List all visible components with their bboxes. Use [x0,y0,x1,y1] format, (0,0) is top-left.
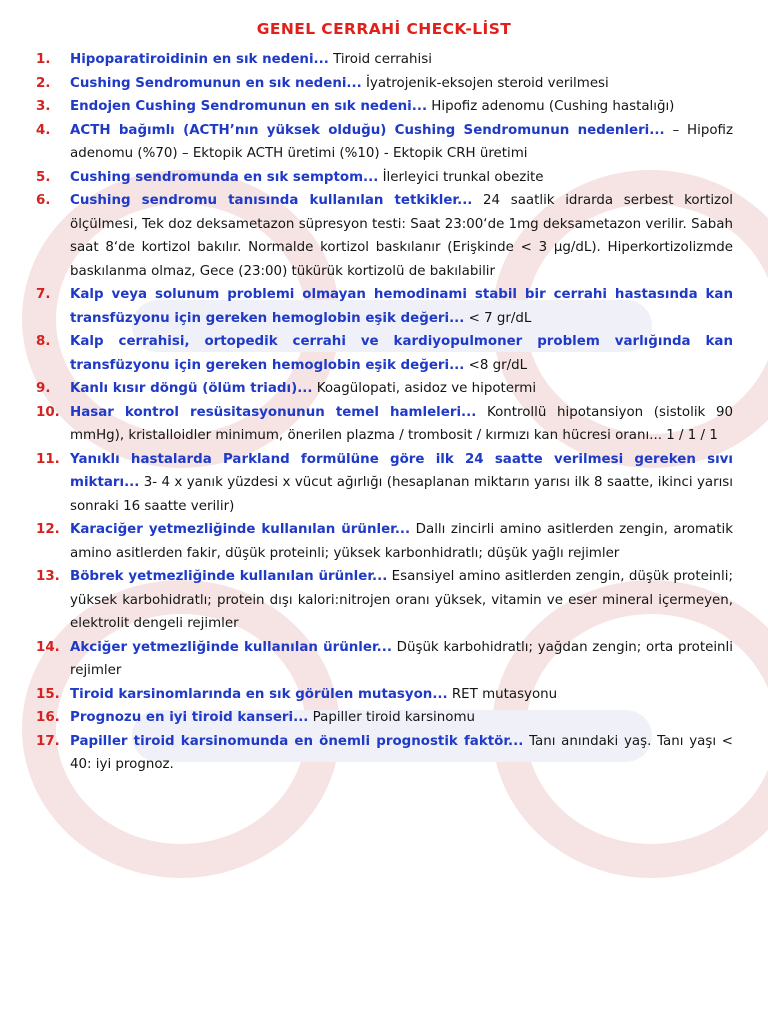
item-text [70,48,733,72]
item-text [70,683,733,707]
item-question: Hasar kontrol resüsitasyonunun temel hamleleri... [70,404,477,420]
item-number: 5. [36,169,51,185]
item-number: 3. [36,99,51,114]
checklist-item [36,730,733,777]
item-text [70,330,733,377]
item-question: ACTH bağımlı (ACTH’nın yüksek olduğu) Cushing Sendromunun nedenleri... [70,122,665,138]
checklist-item [36,330,733,377]
item-question: Cushing Sendromunun en sık nedeni... [70,75,362,91]
checklist-item [36,448,733,519]
item-question: Cushing sendromu tanısında kullanılan tetkikler... [70,193,473,208]
item-number: 1. [36,52,51,67]
item-answer: < 7 gr/dL [468,310,532,326]
item-question: Karaciğer yetmezliğinde kullanılan ürünler... [70,522,411,537]
item-text [70,401,733,448]
item-text [70,730,733,777]
item-number: 10. [36,404,60,420]
item-question: Kanlı kısır döngü (ölüm triadı)... [70,381,313,396]
item-question: Prognozu en iyi tiroid kanseri... [70,710,309,725]
item-question: Kalp veya solunum problemi olmayan hemodinami stabil bir cerrahi hastasında kan transfüzyonu için gereken hemoglobin eşik değeri... [70,287,733,326]
item-answer: Papiller tiroid karsinomu [312,710,475,725]
checklist-item [36,683,733,707]
checklist-item [36,189,733,283]
checklist-item [36,119,733,166]
checklist-item [36,95,733,119]
item-number: 2. [36,75,51,91]
item-question: Akciğer yetmezliğinde kullanılan ürünler... [70,639,392,655]
item-number: 6. [36,193,51,208]
item-text [70,448,733,519]
item-text [70,72,733,96]
item-text [70,166,733,190]
item-question: Böbrek yetmezliğinde kullanılan ürünler... [70,569,388,584]
checklist-item [36,706,733,730]
item-question: Papiller tiroid karsinomunda en önemli prognostik faktör... [70,733,524,749]
item-question: Yanıklı hastalarda Parkland formülüne göre ilk 24 saatte verilmesi gereken sıvı miktarı... [70,451,733,490]
item-question: Hipoparatiroidinin en sık nedeni... [70,52,329,67]
item-answer: Esansiyel amino asitlerden zengin, düşük proteinli; yüksek karbohidratlı; protein dışı kalori:nitrojen oranı yüksek, vitamin ve eser mineral içermeyen, elektrolit dengeli rejimler [70,569,733,631]
checklist-item [36,48,733,72]
item-answer: – Hipofiz adenomu (%70) – Ektopik ACTH üretimi (%10) - Ektopik CRH üretimi [70,122,733,161]
checklist-item [36,565,733,636]
item-number: 13. [36,569,60,584]
item-answer: 3- 4 x yanık yüzdesi x vücut ağırlığı (hesaplanan miktarın yarısı ilk 8 saatte, ikinci yarısı sonraki 16 saatte verilir) [70,475,733,514]
checklist-item [36,283,733,330]
item-question: Endojen Cushing Sendromunun en sık nedeni... [70,99,428,114]
item-number: 17. [36,733,60,749]
checklist-item [36,377,733,401]
item-answer: Kontrollü hipotansiyon (sistolik 90 mmHg), kristalloidler minimum, önerilen plazma / trombosit / kırmızı kan hücresi oranı... 1 / 1 / 1 [70,404,733,443]
page-title: GENEL CERRAHİ CHECK-LİST [256,20,512,38]
item-text [70,189,733,283]
item-answer: Dallı zincirli amino asitlerden zengin, aromatik amino asitlerden fakir, düşük proteinli; yüksek karbonhidratlı; düşük yağlı rejimler [70,522,733,561]
item-question: Cushing sendromunda en sık semptom... [70,169,379,185]
item-number: 7. [36,287,51,302]
item-number: 16. [36,710,60,725]
item-answer: Koagülopati, asidoz ve hipotermi [316,381,537,396]
item-number: 8. [36,334,51,349]
item-text [70,95,733,119]
checklist [36,48,733,777]
checklist-item [36,401,733,448]
item-answer: Tiroid cerrahisi [333,52,432,67]
item-question: Kalp cerrahisi, ortopedik cerrahi ve kardiyopulmoner problem varlığında kan transfüzyonu için gereken hemoglobin eşik değeri... [70,334,733,373]
item-answer: İyatrojenik-eksojen steroid verilmesi [365,75,609,91]
checklist-item [36,636,733,683]
item-number: 12. [36,522,60,537]
checklist-item [36,518,733,565]
item-number: 4. [36,122,51,138]
item-number: 9. [36,381,51,396]
item-answer: 24 saatlik idrarda serbest kortizol ölçülmesi, Tek doz deksametazon süpresyon testi: Saat 23:00‘de 1mg deksametazon verilir. Sabah saat 8‘de kortizol bakılır. Normalde kortizol baskılanır (Erişkinde < 3 µg/dL). Hiperkortizolizmde baskılanma olmaz, Gece (23:00) tükürük kortizolü de bakılabilir [70,193,733,279]
item-text [70,283,733,330]
item-number: 15. [36,686,60,702]
item-answer: RET mutasyonu [451,686,558,702]
item-text [70,636,733,683]
item-text [70,377,733,401]
item-answer: Düşük karbohidratlı; yağdan zengin; orta proteinli rejimler [70,639,733,678]
item-answer: İlerleyici trunkal obezite [382,169,544,185]
item-number: 14. [36,639,60,655]
checklist-item [36,166,733,190]
item-text [70,565,733,636]
item-answer: Tanı anındaki yaş. Tanı yaşı < 40: iyi prognoz. [70,733,733,772]
checklist-item [36,72,733,96]
item-question: Tiroid karsinomlarında en sık görülen mutasyon... [70,686,448,702]
item-text [70,518,733,565]
item-text [70,119,733,166]
item-number: 11. [36,451,60,467]
item-answer: Hipofiz adenomu (Cushing hastalığı) [431,99,675,114]
item-answer: <8 gr/dL [468,357,528,373]
item-text [70,706,733,730]
